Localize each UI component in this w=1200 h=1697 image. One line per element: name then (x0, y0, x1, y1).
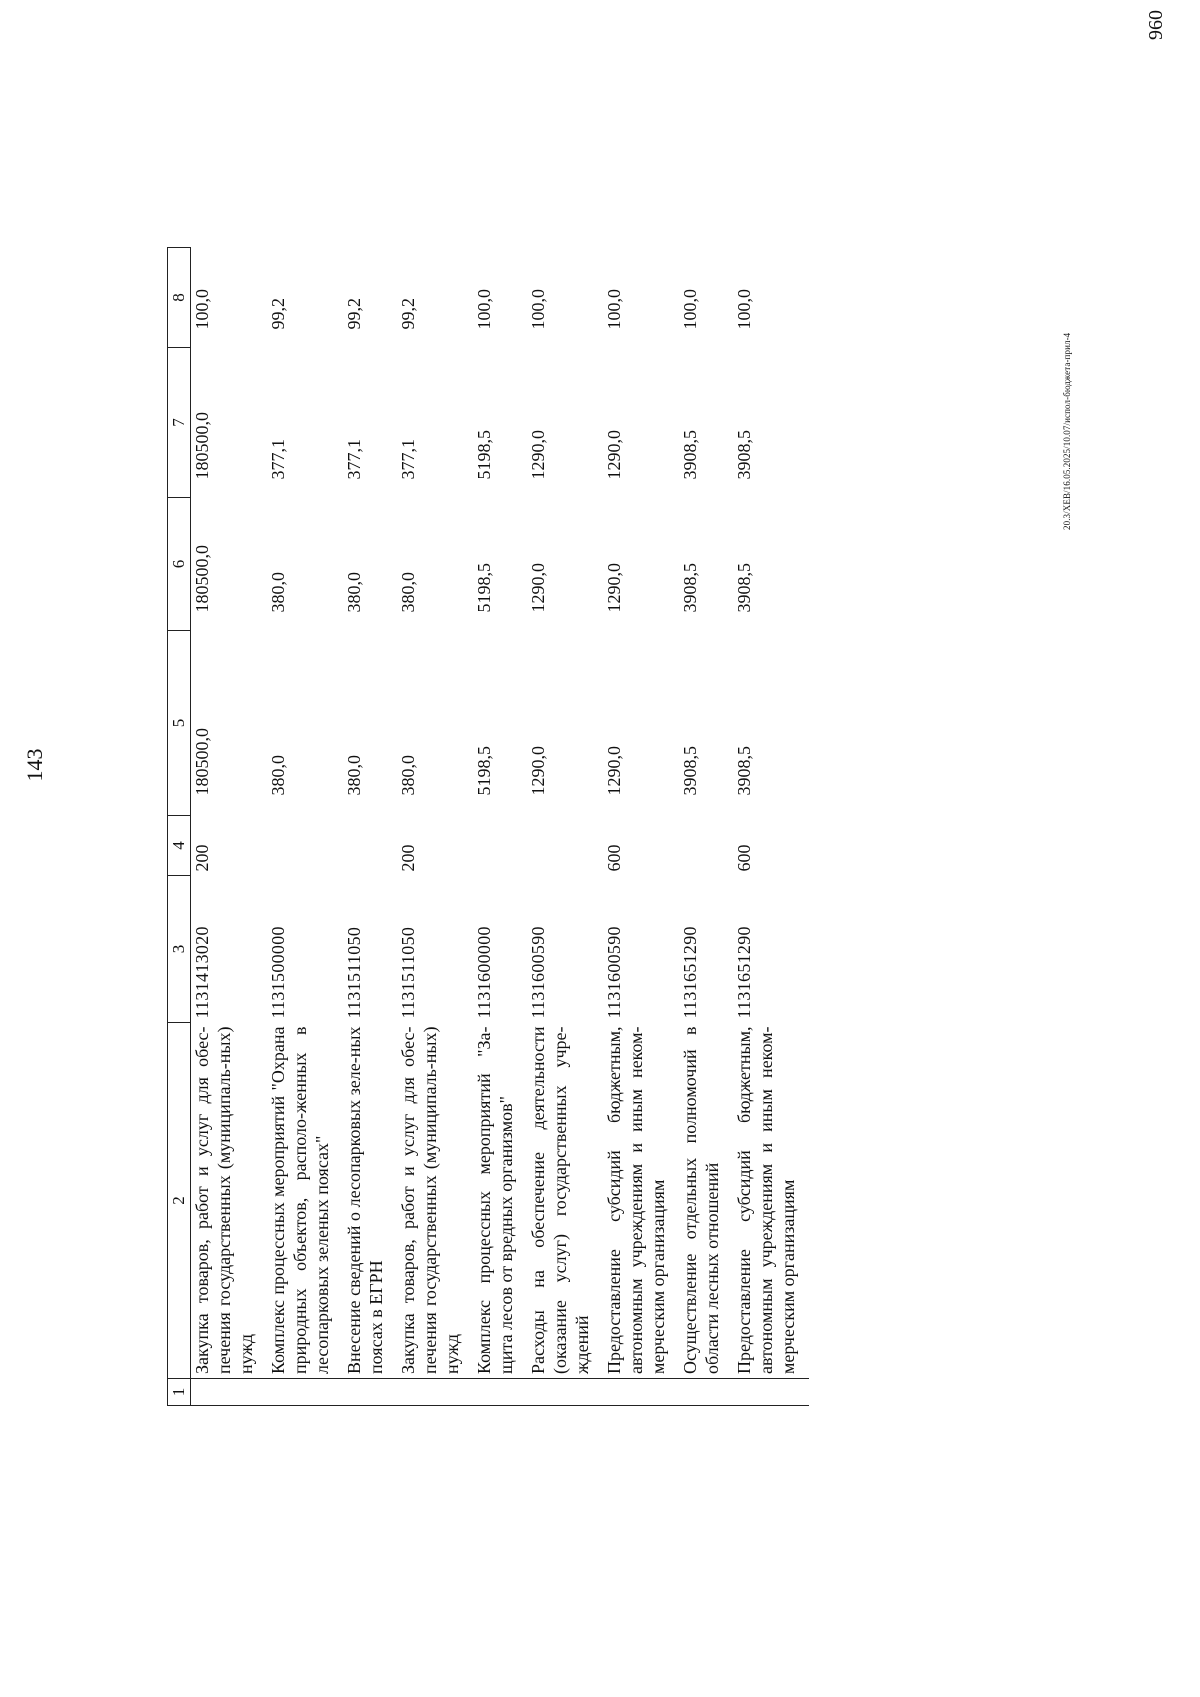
row-value-7: 377,1 (398, 439, 418, 480)
row-value-8: 100,0 (734, 289, 754, 330)
column-header: 7 (168, 348, 191, 498)
row-type: 200 (192, 844, 212, 872)
row-value-6: 380,0 (344, 572, 364, 613)
column-header: 2 (168, 1023, 191, 1379)
row-type (473, 816, 527, 876)
row-code: 1131600590 (604, 926, 624, 1019)
row-value-7: 377,1 (344, 439, 364, 480)
document-footer-code: 20.3/XEB/16.05.2025/10.07/испол-бюджета-прил-4 (1062, 332, 1072, 530)
column-header: 4 (168, 816, 191, 876)
row-value-5: 380,0 (398, 755, 418, 796)
row-name: Предоставление субсидий бюджетным, автономным учреждениям и иным неком-мерческим организациям (604, 1026, 668, 1374)
table-row (603, 248, 679, 1406)
row-value-8: 100,0 (528, 289, 548, 330)
row-type: 600 (604, 844, 624, 872)
row-value-5: 380,0 (268, 755, 288, 796)
table-row (397, 248, 473, 1406)
row-value-6: 3908,5 (734, 563, 754, 613)
column-header: 6 (168, 498, 191, 631)
row-type (343, 816, 397, 876)
row-value-5: 180500,0 (192, 728, 212, 796)
row-value-5: 5198,5 (474, 746, 494, 796)
column-header: 3 (168, 876, 191, 1023)
row-value-7: 1290,0 (528, 430, 548, 480)
row-value-7: 3908,5 (734, 430, 754, 480)
row-value-6: 1290,0 (528, 563, 548, 613)
column-header: 8 (168, 248, 191, 348)
row-name: Комплекс процессных мероприятий "За-щита лесов от вредных организмов" (474, 1026, 516, 1374)
table-row (473, 248, 527, 1406)
row-value-8: 99,2 (398, 298, 418, 330)
table-header-row (168, 248, 191, 1406)
row-value-7: 3908,5 (680, 430, 700, 480)
row-name: Комплекс процессных мероприятий "Охрана природных объектов, располо-женных в лесопарковых зеленых поясах" (268, 1026, 332, 1374)
row-value-6: 380,0 (268, 572, 288, 613)
page-number: 143 (22, 748, 47, 782)
row-value-7: 1290,0 (604, 430, 624, 480)
row-name: Закупка товаров, работ и услуг для обес-печения государственных (муниципаль-ных) нужд (192, 1026, 256, 1374)
row-value-7: 377,1 (268, 439, 288, 480)
row-value-7: 180500,0 (192, 412, 212, 480)
row-value-6: 5198,5 (474, 563, 494, 613)
row-value-6: 180500,0 (192, 545, 212, 613)
row-value-6: 380,0 (398, 572, 418, 613)
row-type: 200 (398, 844, 418, 872)
row-value-5: 3908,5 (734, 746, 754, 796)
row-value-5: 1290,0 (528, 746, 548, 796)
budget-table (167, 247, 809, 1406)
row-code: 1131511050 (344, 926, 364, 1019)
row-value-5: 380,0 (344, 755, 364, 796)
row-name: Расходы на обеспечение деятельности (оказание услуг) государственных учре-ждений (528, 1026, 592, 1374)
row-value-8: 100,0 (604, 289, 624, 330)
row-code: 1131600590 (528, 926, 548, 1019)
row-value-8: 99,2 (268, 298, 288, 330)
row-value-8: 100,0 (474, 289, 494, 330)
row-name: Внесение сведений о лесопарковых зеле-ных поясах в ЕГРН (344, 1026, 386, 1374)
row-name: Осуществление отдельных полномочий в области лесных отношений (680, 1026, 722, 1374)
row-value-5: 1290,0 (604, 746, 624, 796)
row-code: 1131511050 (398, 926, 418, 1019)
row-name: Закупка товаров, работ и услуг для обес-печения государственных (муниципаль-ных) нужд (398, 1026, 462, 1374)
column-header: 1 (168, 1379, 191, 1406)
row-code: 1131413020 (192, 926, 212, 1019)
table-row (191, 248, 268, 1406)
row-code: 1131651290 (680, 926, 700, 1019)
row-type (679, 816, 733, 876)
row-type (527, 816, 603, 876)
row-type (267, 816, 343, 876)
row-name: Предоставление субсидий бюджетным, автономным учреждениям и иным неком-мерческим организациям (734, 1026, 798, 1374)
row-code: 1131500000 (268, 926, 288, 1019)
row-value-8: 100,0 (680, 289, 700, 330)
table-row (733, 248, 809, 1406)
row-value-8: 99,2 (344, 298, 364, 330)
table-row (679, 248, 733, 1406)
row-value-6: 3908,5 (680, 563, 700, 613)
row-code: 1131600000 (474, 926, 494, 1019)
table-row (267, 248, 343, 1406)
row-value-5: 3908,5 (680, 746, 700, 796)
table-row (343, 248, 397, 1406)
row-value-8: 100,0 (192, 289, 212, 330)
row-value-6: 1290,0 (604, 563, 624, 613)
sheet-number: 960 (1145, 10, 1167, 40)
row-code: 1131651290 (734, 926, 754, 1019)
column-header: 5 (168, 631, 191, 816)
row-value-7: 5198,5 (474, 430, 494, 480)
table-row (527, 248, 603, 1406)
row-type: 600 (734, 844, 754, 872)
